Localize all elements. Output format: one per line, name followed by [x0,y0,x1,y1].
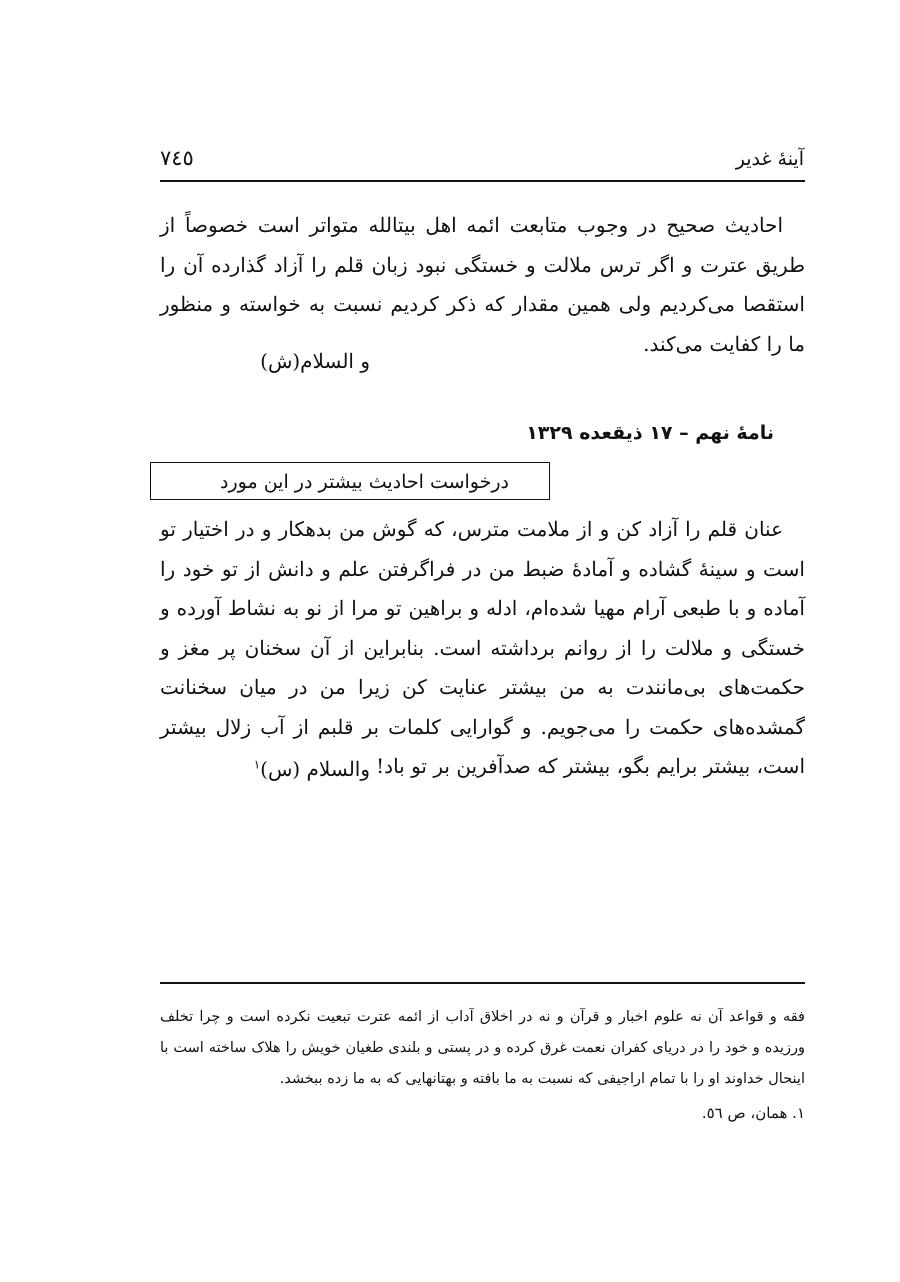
body-paragraph-2 [160,510,805,787]
closing-text: والسلام (س) [260,757,370,781]
body-paragraph-1 [160,206,805,364]
running-title: آینهٔ غدیر [735,148,804,170]
header-divider [160,180,805,182]
closing-salutation-2 [254,757,370,781]
subject-box: درخواست احادیث بیشتر در این مورد [150,462,550,500]
paragraph-text: احادیث صحیح در وجوب متابعت ائمه اهل بیتالله متواتر است خصوصاً از طریق عترت و اگر ترس ملالت و خستگی نبود زبان قلم را آزاد گذارده آن را استقصا می‌کردیم ولی همین مقدار که ذکر کردیم نسبت به خواسته و منظور ما را کفایت می‌کند. [160,213,805,356]
page-number: ٧٤٥ [160,146,194,170]
letter-heading: نامهٔ نهم – ۱۷ ذیقعده ۱۳۲۹ [526,422,774,444]
footnotes [160,1002,805,1129]
footnote-continuation: فقه و قواعد آن نه علوم اخبار و قرآن و نه در اخلاق آداب از ائمه عترت تبعیت نکرده است و چرا تخلف ورزیده و خود را در دریای کفران نعمت غرق کرده و در پستی و بلندی طغیان خویش را هلاک ساخته است با اینحال خداوند او را با تمام اراجیفی که نسبت به ما بافته و بهتانهایی که به ما زده ببخشد. [160,1009,805,1087]
paragraph-text: عنان قلم را آزاد کن و از ملامت مترس، که گوش من بدهکار و در اختیار تو است و سینهٔ گشاده و آمادهٔ ضبط من در فراگرفتن علم و دانش از تو خود را آماده و با طبعی آرام مهیا شده‌ام، ادله و براهین تو مرا از نو به نشاط آورده و خستگی و ملالت را از روانم برداشته است. بنابراین از آن سخنان پر مغز و حکمت‌های بی‌مانندت به من بیشتر عنایت کن زیرا من در میان سخنانت گمشده‌های حکمت را می‌جویم. و گوارایی کلمات بر قلبم از آب زلال بیشتر است، بیشتر برایم بگو، بیشتر که صدآفرین بر تو باد! [160,517,805,778]
footnote-1: ۱. همان، ص ٥٦. [701,1104,805,1122]
footnote-reference: ۱ [253,757,261,772]
footnote-divider [160,982,805,984]
closing-salutation-1: و السلام(ش) [260,349,370,373]
